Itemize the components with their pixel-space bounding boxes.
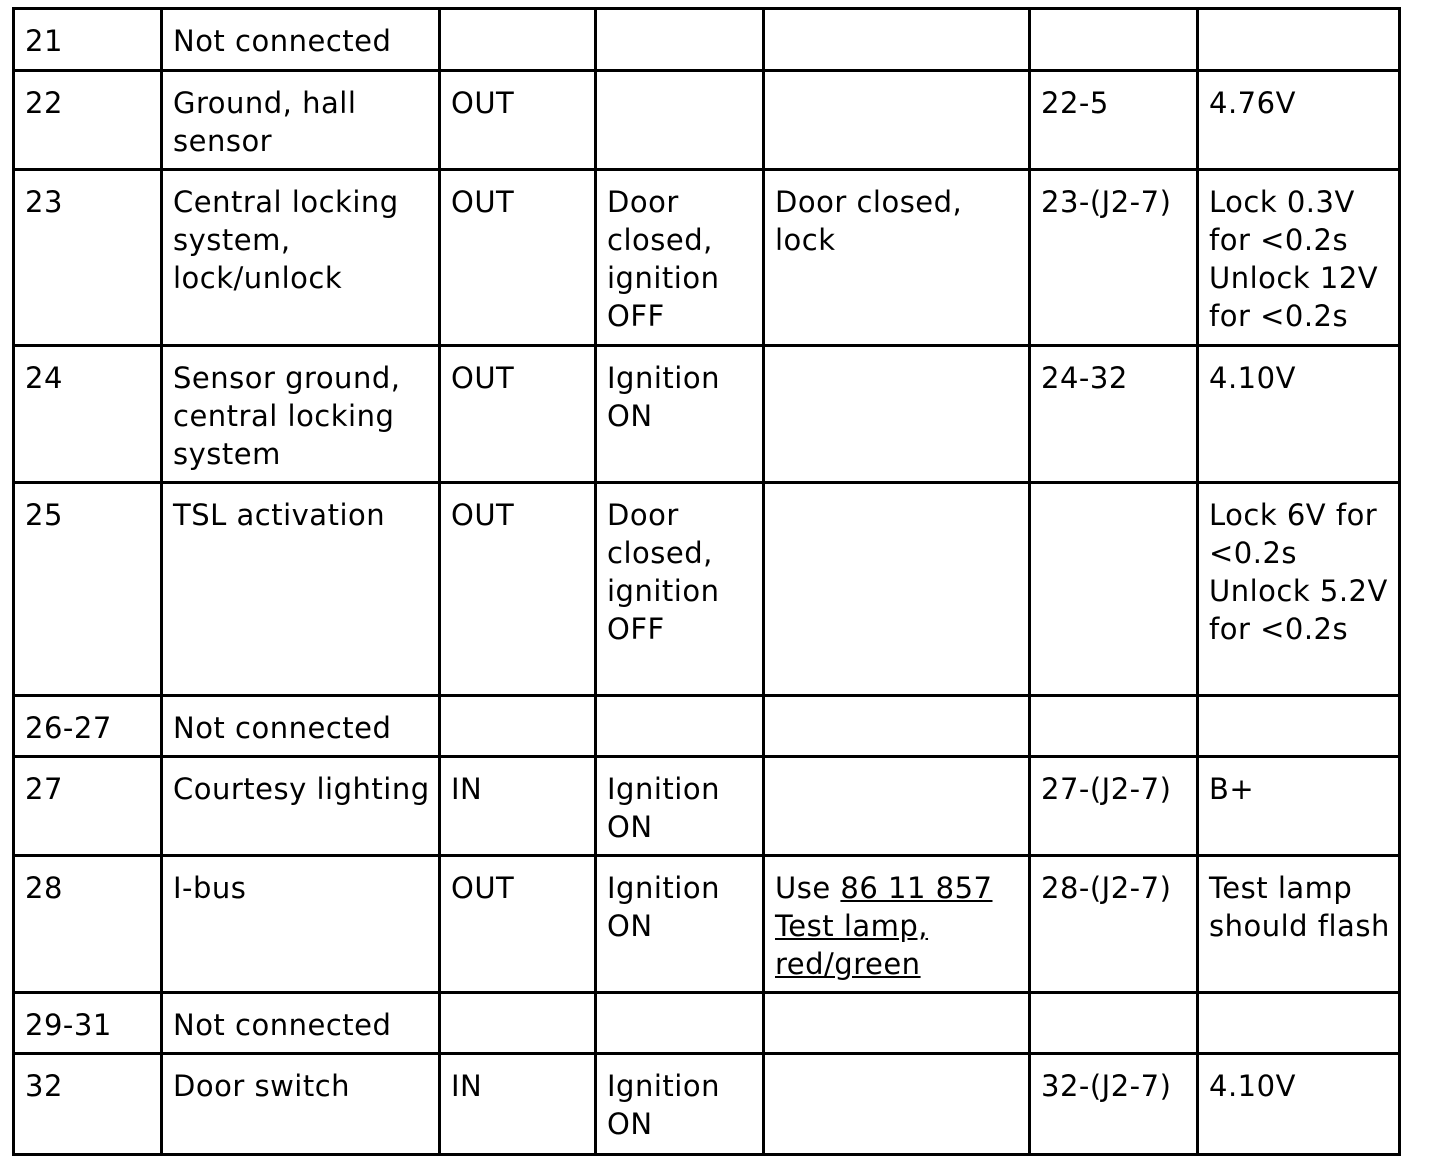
condition-cell: Ignition ON [596, 856, 764, 993]
description-cell: Not connected [162, 696, 440, 757]
io-cell: OUT [440, 170, 596, 346]
condition-cell: Ignition ON [596, 1054, 764, 1155]
measure-cell: 23-(J2-7) [1030, 170, 1198, 346]
io-cell: OUT [440, 346, 596, 483]
notes-cell [764, 346, 1030, 483]
pin-cell: 26-27 [14, 696, 162, 757]
description-cell: Not connected [162, 993, 440, 1054]
table-row [14, 757, 1400, 856]
value-cell [1198, 696, 1400, 757]
notes-prefix: Use [775, 871, 841, 905]
value-cell: Lock 6V for <0.2s Unlock 5.2V for <0.2s [1198, 483, 1400, 696]
description-cell: Courtesy lighting [162, 757, 440, 856]
condition-cell: Ignition ON [596, 757, 764, 856]
pin-cell: 25 [14, 483, 162, 696]
description-cell: Central locking system, lock/unlock [162, 170, 440, 346]
measure-cell [1030, 696, 1198, 757]
pin-cell: 32 [14, 1054, 162, 1155]
io-cell: OUT [440, 483, 596, 696]
pin-cell: 29-31 [14, 993, 162, 1054]
value-cell [1198, 9, 1400, 71]
io-cell: IN [440, 1054, 596, 1155]
description-cell: Ground, hall sensor [162, 71, 440, 170]
pin-cell: 21 [14, 9, 162, 71]
table-row [14, 170, 1400, 346]
io-cell [440, 993, 596, 1054]
value-cell: Lock 0.3V for <0.2s Unlock 12V for <0.2s [1198, 170, 1400, 346]
table-row [14, 856, 1400, 993]
pin-cell: 24 [14, 346, 162, 483]
description-cell: Not connected [162, 9, 440, 71]
description-cell: TSL activation [162, 483, 440, 696]
measure-cell: 32-(J2-7) [1030, 1054, 1198, 1155]
measure-cell: 22-5 [1030, 71, 1198, 170]
pin-cell: 23 [14, 170, 162, 346]
table-row [14, 483, 1400, 696]
notes-cell [764, 1054, 1030, 1155]
description-cell: Sensor ground, central locking system [162, 346, 440, 483]
notes-cell [764, 757, 1030, 856]
pin-cell: 27 [14, 757, 162, 856]
table-row [14, 9, 1400, 71]
notes-cell [764, 71, 1030, 170]
condition-cell: Door closed, ignition OFF [596, 170, 764, 346]
measure-cell [1030, 9, 1198, 71]
condition-cell [596, 9, 764, 71]
notes-cell [764, 9, 1030, 71]
condition-cell [596, 993, 764, 1054]
pin-cell: 28 [14, 856, 162, 993]
measure-cell [1030, 483, 1198, 696]
io-cell [440, 696, 596, 757]
value-cell: 4.10V [1198, 346, 1400, 483]
value-cell [1198, 993, 1400, 1054]
table-row [14, 1054, 1400, 1155]
notes-cell [764, 696, 1030, 757]
condition-cell [596, 71, 764, 170]
measure-cell: 28-(J2-7) [1030, 856, 1198, 993]
measure-cell: 24-32 [1030, 346, 1198, 483]
value-cell: 4.76V [1198, 71, 1400, 170]
table-row [14, 696, 1400, 757]
measure-cell [1030, 993, 1198, 1054]
measure-cell: 27-(J2-7) [1030, 757, 1198, 856]
condition-cell: Door closed, ignition OFF [596, 483, 764, 696]
test-lamp-link[interactable]: 86 11 857 Test lamp, red/green [775, 871, 993, 981]
table-row [14, 71, 1400, 170]
io-cell [440, 9, 596, 71]
description-cell: I-bus [162, 856, 440, 993]
pin-table [12, 7, 1401, 1156]
notes-cell [764, 483, 1030, 696]
description-cell: Door switch [162, 1054, 440, 1155]
io-cell: OUT [440, 71, 596, 170]
notes-cell [764, 993, 1030, 1054]
notes-cell [764, 856, 1030, 993]
table-row [14, 346, 1400, 483]
value-cell: 4.10V [1198, 1054, 1400, 1155]
condition-cell [596, 696, 764, 757]
pin-cell: 22 [14, 71, 162, 170]
io-cell: IN [440, 757, 596, 856]
table-row [14, 993, 1400, 1054]
value-cell: Test lamp should flash [1198, 856, 1400, 993]
condition-cell: Ignition ON [596, 346, 764, 483]
value-cell: B+ [1198, 757, 1400, 856]
io-cell: OUT [440, 856, 596, 993]
notes-cell: Door closed, lock [764, 170, 1030, 346]
